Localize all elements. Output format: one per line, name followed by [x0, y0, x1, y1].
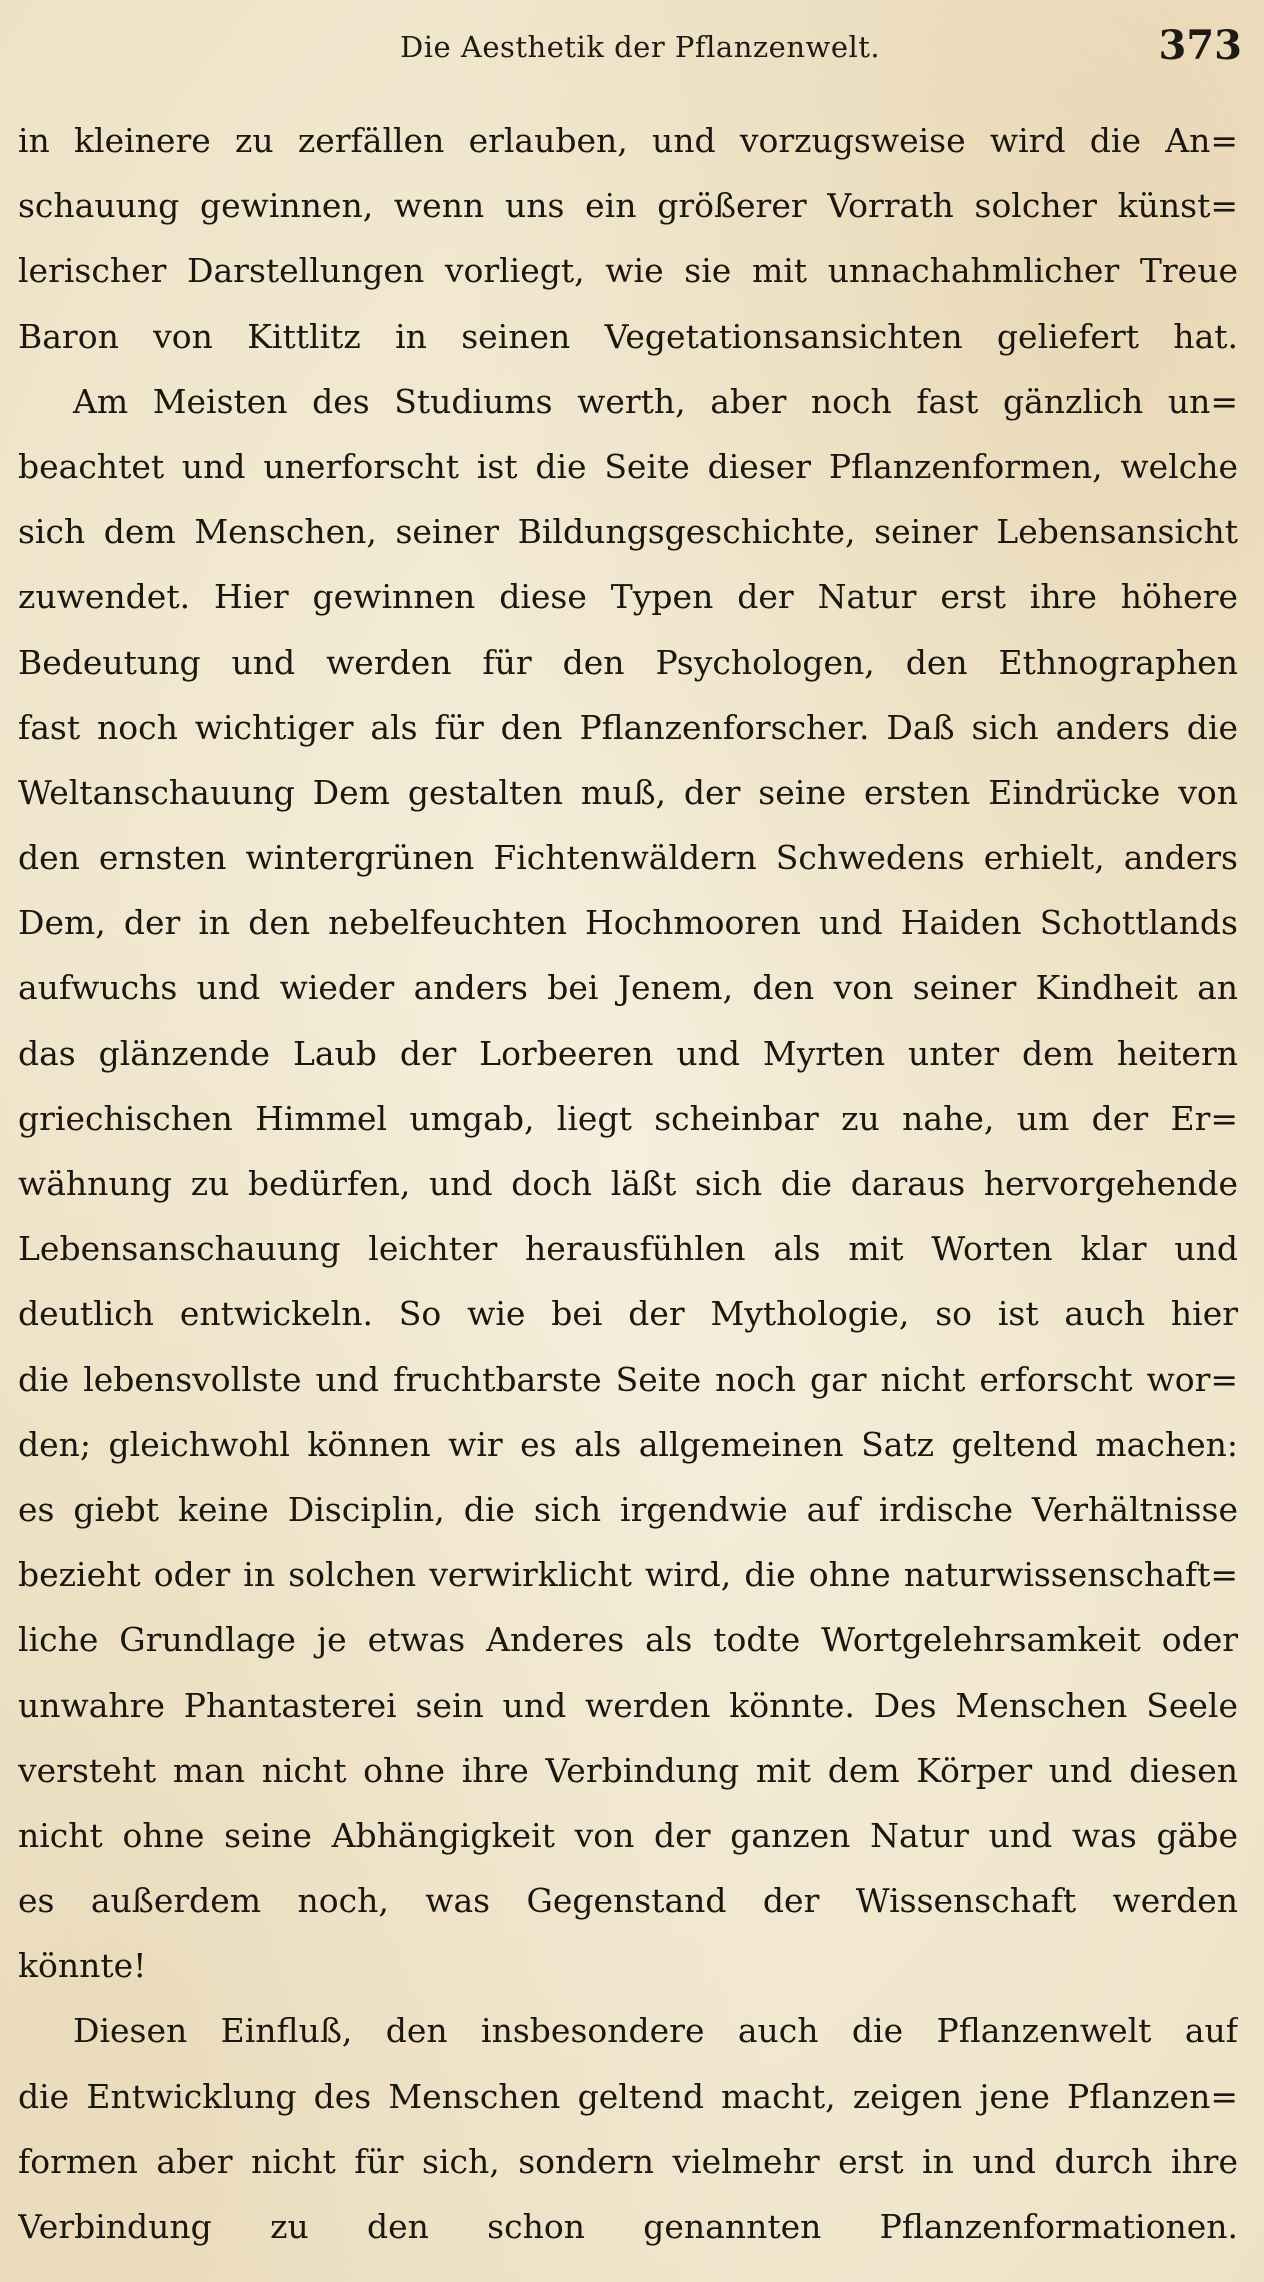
text-line: Dem, der in den nebelfeuchten Hochmooren und Haiden Schottlands: [18, 903, 1238, 943]
text-line: liche Grundlage je etwas Anderes als todte Wortgelehrsamkeit oder: [18, 1620, 1238, 1660]
text-line: wähnung zu bedürfen, und doch läßt sich die daraus hervorgehende: [18, 1164, 1238, 1203]
text-line: Baron von Kittlitz in seinen Vegetationsansichten geliefert hat.: [18, 316, 1238, 356]
text-line: die Entwicklung des Menschen geltend macht, zeigen jene Pflanzen=: [18, 2076, 1238, 2116]
text-line: griechischen Himmel umgab, liegt scheinbar zu nahe, um der Er=: [18, 1098, 1238, 1138]
text-line: das glänzende Laub der Lorbeeren und Myrten unter dem heitern: [18, 1033, 1238, 1073]
text-line: den; gleichwohl können wir es als allgemeinen Satz geltend machen:: [18, 1424, 1238, 1464]
text-line: bezieht oder in solchen verwirklicht wird, die ohne naturwissenschaft=: [18, 1555, 1238, 1595]
text-line: beachtet und unerforscht ist die Seite dieser Pflanzenformen, welche: [18, 446, 1238, 486]
text-line: fast noch wichtiger als für den Pflanzenforscher. Daß sich anders die: [18, 707, 1238, 747]
text-line: zuwendet. Hier gewinnen diese Typen der Natur erst ihre höhere: [18, 577, 1238, 617]
text-line: schauung gewinnen, wenn uns ein größerer Vorrath solcher künst=: [18, 186, 1238, 226]
body-text: [18, 108, 1238, 2259]
text-line: Bedeutung und werden für den Psychologen, den Ethnographen: [18, 642, 1238, 682]
text-line: Am Meisten des Studiums werth, aber noch fast gänzlich un=: [73, 381, 1238, 421]
text-line: lerischer Darstellungen vorliegt, wie sie mit unnachahmlicher Treue: [18, 251, 1238, 291]
text-line: Diesen Einfluß, den insbesondere auch die Pflanzenwelt auf: [73, 2011, 1238, 2051]
page-header: [0, 22, 1264, 80]
text-line: versteht man nicht ohne ihre Verbindung mit dem Körper und diesen: [18, 1750, 1238, 1790]
text-line: in kleinere zu zerfällen erlauben, und vorzugsweise wird die An=: [18, 121, 1238, 160]
running-title: Die Aesthetik der Pflanzenwelt.: [400, 30, 881, 64]
text-line: sich dem Menschen, seiner Bildungsgeschichte, seiner Lebensansicht: [18, 512, 1238, 552]
text-line: Weltanschauung Dem gestalten muß, der seine ersten Eindrücke von: [18, 772, 1238, 812]
text-line: den ernsten wintergrünen Fichtenwäldern Schwedens erhielt, anders: [18, 838, 1238, 878]
text-line: deutlich entwickeln. So wie bei der Mythologie, so ist auch hier: [18, 1294, 1238, 1334]
text-line: könnte!: [18, 1946, 147, 1986]
text-line: aufwuchs und wieder anders bei Jenem, den von seiner Kindheit an: [18, 968, 1238, 1008]
page-number: 373: [1158, 22, 1242, 69]
text-line: es außerdem noch, was Gegenstand der Wissenschaft werden: [18, 1881, 1238, 1921]
text-line: es giebt keine Disciplin, die sich irgendwie auf irdische Verhältnisse: [18, 1489, 1238, 1529]
text-line: Lebensanschauung leichter herausfühlen als mit Worten klar und: [18, 1229, 1238, 1269]
text-line: Verbindung zu den schon genannten Pflanzenformationen.: [18, 2207, 1238, 2246]
text-line: unwahre Phantasterei sein und werden könnte. Des Menschen Seele: [18, 1685, 1238, 1725]
text-line: nicht ohne seine Abhängigkeit von der ganzen Natur und was gäbe: [18, 1815, 1238, 1855]
text-line: formen aber nicht für sich, sondern vielmehr erst in und durch ihre: [18, 2141, 1238, 2181]
text-line: die lebensvollste und fruchtbarste Seite noch gar nicht erforscht wor=: [18, 1359, 1238, 1399]
